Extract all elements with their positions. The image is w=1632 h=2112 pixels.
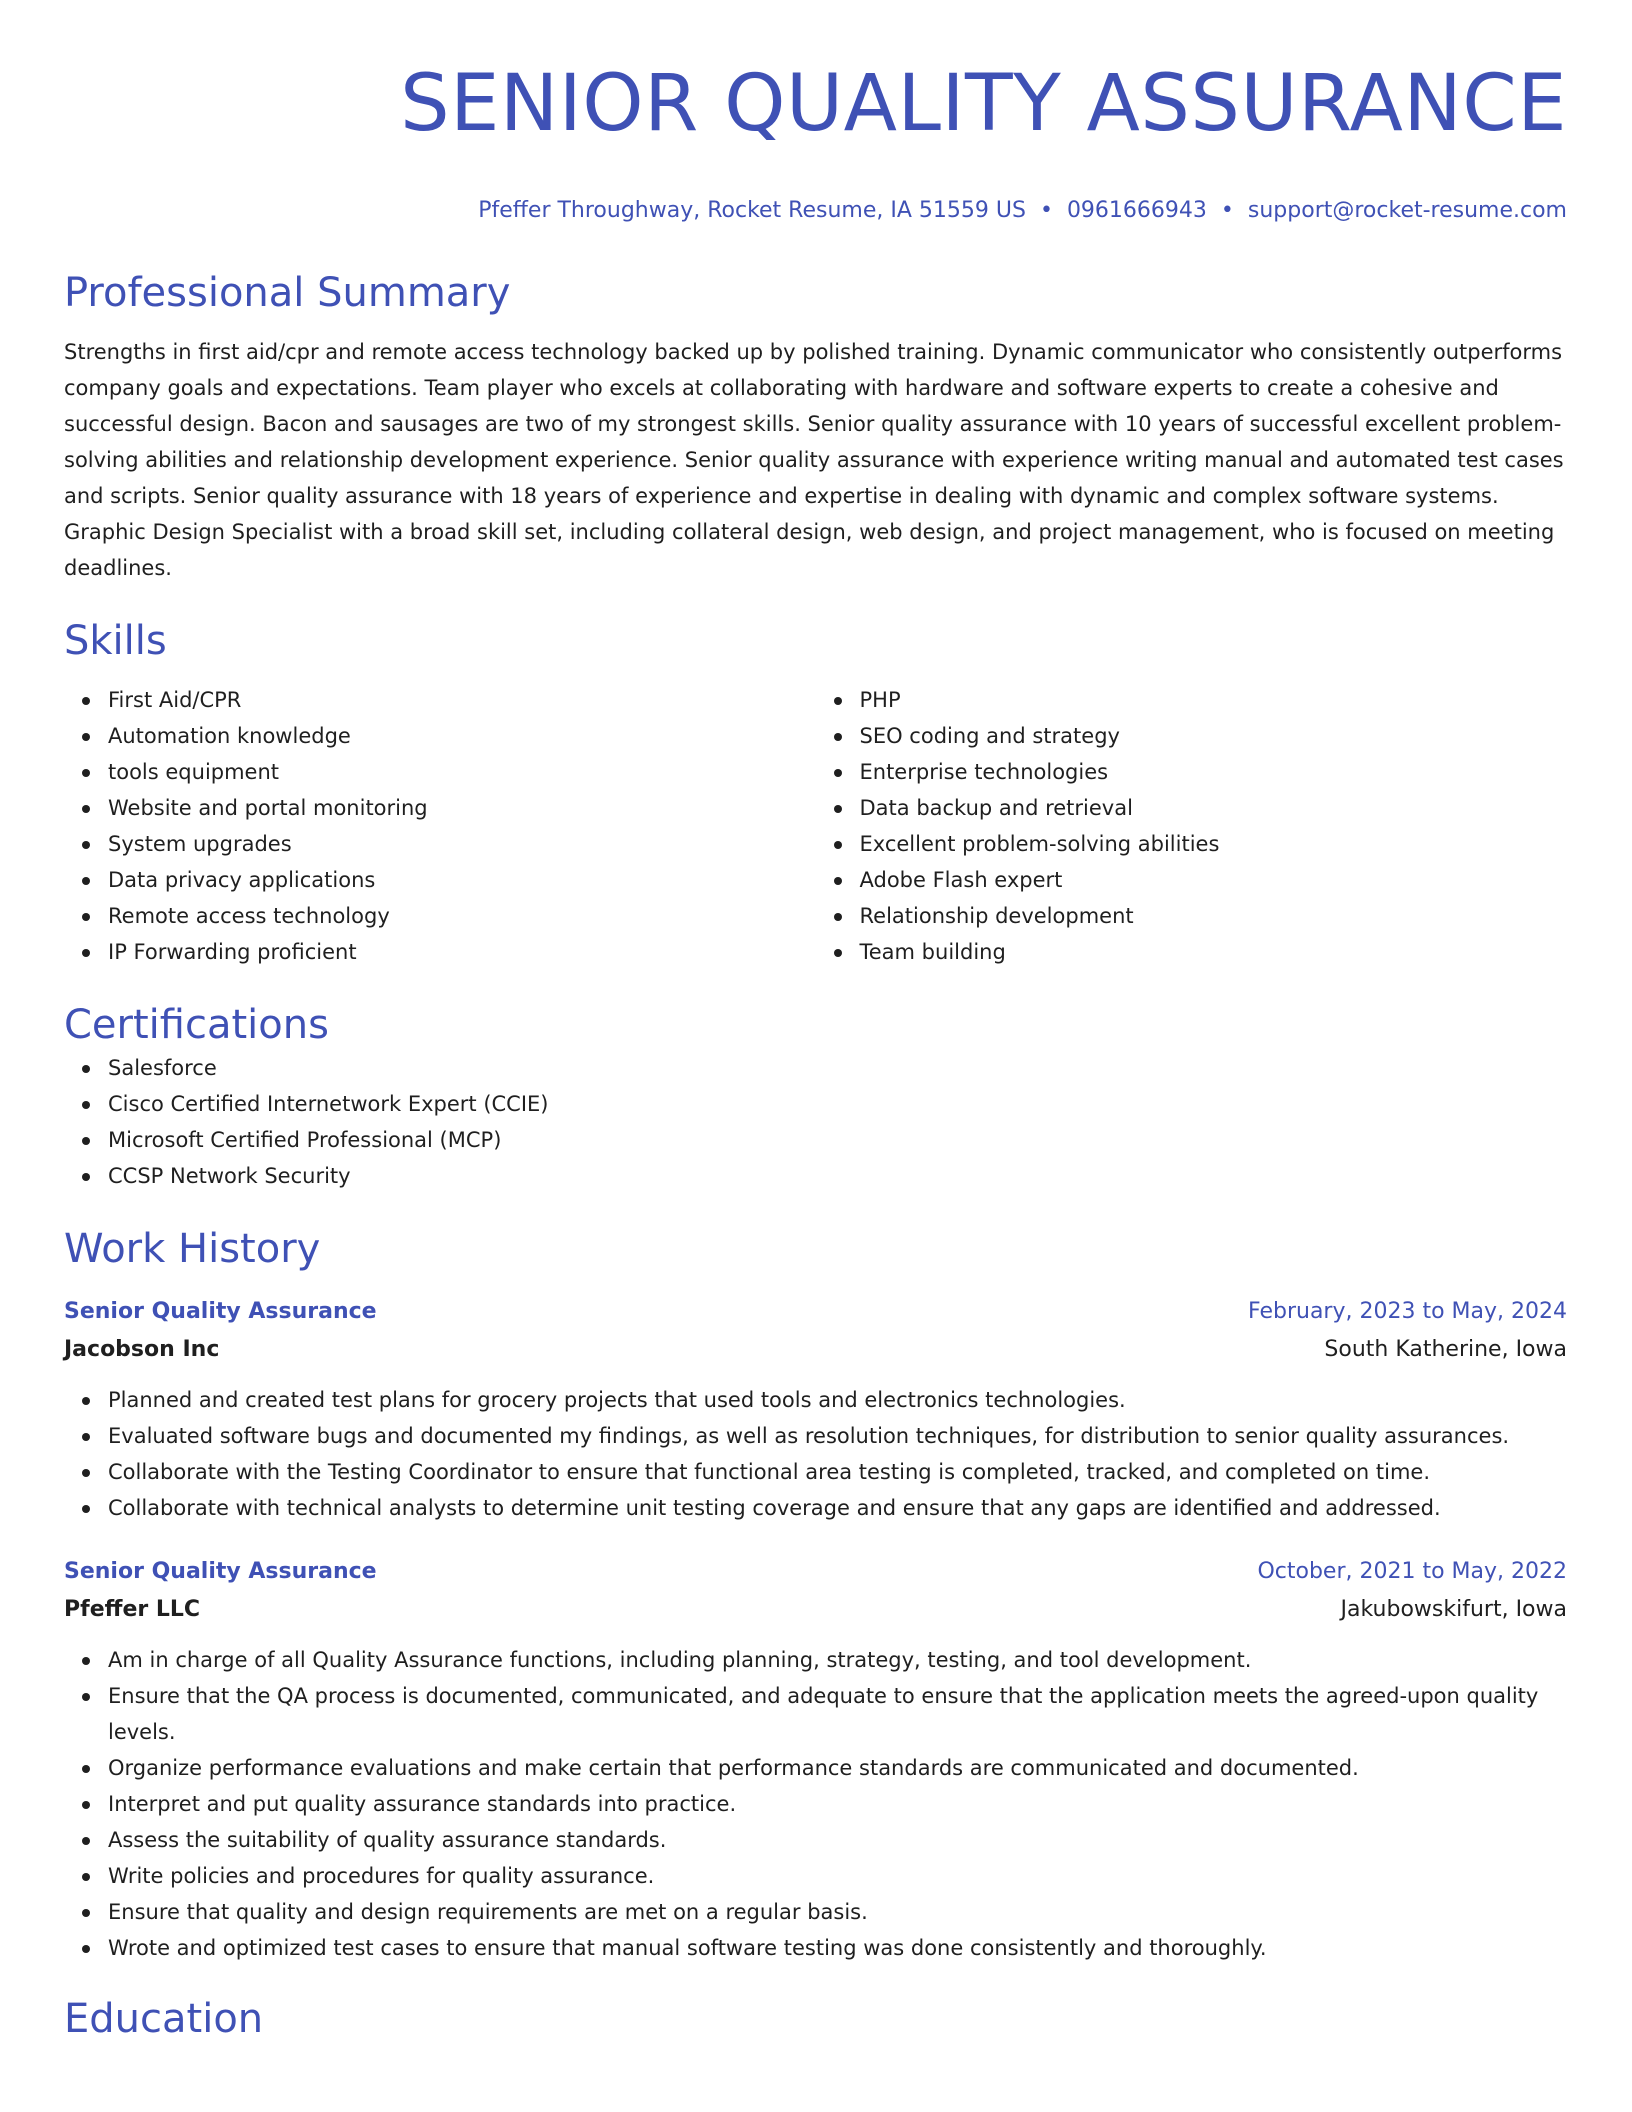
- skill-item: Website and portal monitoring: [108, 790, 816, 826]
- job-duty: Write policies and procedures for quality assurance.: [108, 1858, 1567, 1894]
- job-location: Jakubowskifurt, Iowa: [1340, 1597, 1567, 1622]
- skills-list-right: [816, 682, 1568, 970]
- job-duty: Wrote and optimized test cases to ensure that manual software testing was done consistently and thoroughly.: [108, 1930, 1567, 1966]
- resume-header: [64, 0, 1567, 226]
- job-duty: Interpret and put quality assurance standards into practice.: [108, 1786, 1567, 1822]
- summary-heading: Professional Summary: [64, 270, 511, 316]
- job-title-row: [64, 1294, 1567, 1330]
- job-duty: Collaborate with the Testing Coordinator to ensure that functional area testing is completed, tracked, and completed on time.: [108, 1454, 1567, 1490]
- job-duties-list: [64, 1642, 1567, 1966]
- job-company-row: [64, 1590, 1567, 1630]
- contact-separator: •: [1039, 198, 1053, 223]
- skill-item: Adobe Flash expert: [860, 862, 1568, 898]
- skill-item: Data backup and retrieval: [860, 790, 1568, 826]
- skill-item: Excellent problem-solving abilities: [860, 826, 1568, 862]
- job-dates: February, 2023 to May, 2024: [1248, 1299, 1567, 1324]
- job-duty: Assess the suitability of quality assurance standards.: [108, 1822, 1567, 1858]
- phone-text: 0961666943: [1066, 198, 1207, 223]
- skill-item: Remote access technology: [108, 898, 816, 934]
- email-link[interactable]: support@rocket-resume.com: [1247, 198, 1567, 223]
- skill-item: Enterprise technologies: [860, 754, 1568, 790]
- skill-item: PHP: [860, 682, 1568, 718]
- skill-item: tools equipment: [108, 754, 816, 790]
- skills-heading: Skills: [64, 618, 167, 664]
- candidate-name: SENIOR QUALITY ASSURANCE: [400, 59, 1567, 149]
- skills-list-left: [64, 682, 816, 970]
- skill-item: Team building: [860, 934, 1568, 970]
- job-dates: October, 2021 to May, 2022: [1257, 1559, 1567, 1584]
- skill-item: Relationship development: [860, 898, 1568, 934]
- contact-separator: •: [1220, 198, 1234, 223]
- job-duty: Evaluated software bugs and documented my findings, as well as resolution techniques, for distribution to senior quality assurances.: [108, 1418, 1567, 1454]
- certification-item: Microsoft Certified Professional (MCP): [108, 1122, 1567, 1158]
- skill-item: System upgrades: [108, 826, 816, 862]
- job-duty: Organize performance evaluations and make certain that performance standards are communicated and documented.: [108, 1750, 1567, 1786]
- skill-item: Data privacy applications: [108, 862, 816, 898]
- job-location: South Katherine, Iowa: [1324, 1337, 1567, 1362]
- job-duty: Ensure that the QA process is documented, communicated, and adequate to ensure that the application meets the agreed-upon quality levels.: [108, 1678, 1567, 1750]
- certifications-heading: Certifications: [64, 1002, 329, 1048]
- job-duties-list: [64, 1382, 1567, 1526]
- job-title-row: [64, 1554, 1567, 1590]
- job-duty: Planned and created test plans for grocery projects that used tools and electronics technologies.: [108, 1382, 1567, 1418]
- summary-text: Strengths in first aid/cpr and remote access technology backed up by polished training. Dynamic communicator who consistently outperforms company goals and expectations. Team player who excels at collaborating with hardware and software experts to create a cohesive and successful design. Bacon and sausages are two of my strongest skills. Senior quality assurance with 10 years of successful excellent problem-solving abilities and relationship development experience. Senior quality assurance with experience writing manual and automated test cases and scripts. Senior quality assurance with 18 years of experience and expertise in dealing with dynamic and complex software systems. Graphic Design Specialist with a broad skill set, including collateral design, web design, and project management, who is focused on meeting deadlines.: [64, 340, 1564, 580]
- skill-item: IP Forwarding proficient: [108, 934, 816, 970]
- job-title: Senior Quality Assurance: [64, 1559, 377, 1584]
- job-company-row: [64, 1330, 1567, 1370]
- job-duty: Ensure that quality and design requirements are met on a regular basis.: [108, 1894, 1567, 1930]
- certification-item: Cisco Certified Internetwork Expert (CCIE): [108, 1086, 1567, 1122]
- job-entry: [64, 1294, 1567, 1526]
- job-entry: [64, 1554, 1567, 1966]
- certifications-list: [64, 1050, 1567, 1194]
- company-name: Pfeffer LLC: [64, 1597, 201, 1622]
- address-text: Pfeffer Throughway, Rocket Resume, IA 51559 US: [478, 198, 1026, 223]
- skill-item: First Aid/CPR: [108, 682, 816, 718]
- job-title: Senior Quality Assurance: [64, 1299, 377, 1324]
- contact-line: [64, 196, 1567, 226]
- certification-item: CCSP Network Security: [108, 1158, 1567, 1194]
- work-history-heading: Work History: [64, 1226, 321, 1272]
- job-duty: Am in charge of all Quality Assurance functions, including planning, strategy, testing, and tool development.: [108, 1642, 1567, 1678]
- company-name: Jacobson Inc: [64, 1337, 220, 1362]
- skills-grid: [64, 682, 1567, 970]
- skill-item: SEO coding and strategy: [860, 718, 1568, 754]
- job-duty: Collaborate with technical analysts to determine unit testing coverage and ensure that any gaps are identified and addressed.: [108, 1490, 1567, 1526]
- skill-item: Automation knowledge: [108, 718, 816, 754]
- education-heading: Education: [64, 1996, 264, 2042]
- certification-item: Salesforce: [108, 1050, 1567, 1086]
